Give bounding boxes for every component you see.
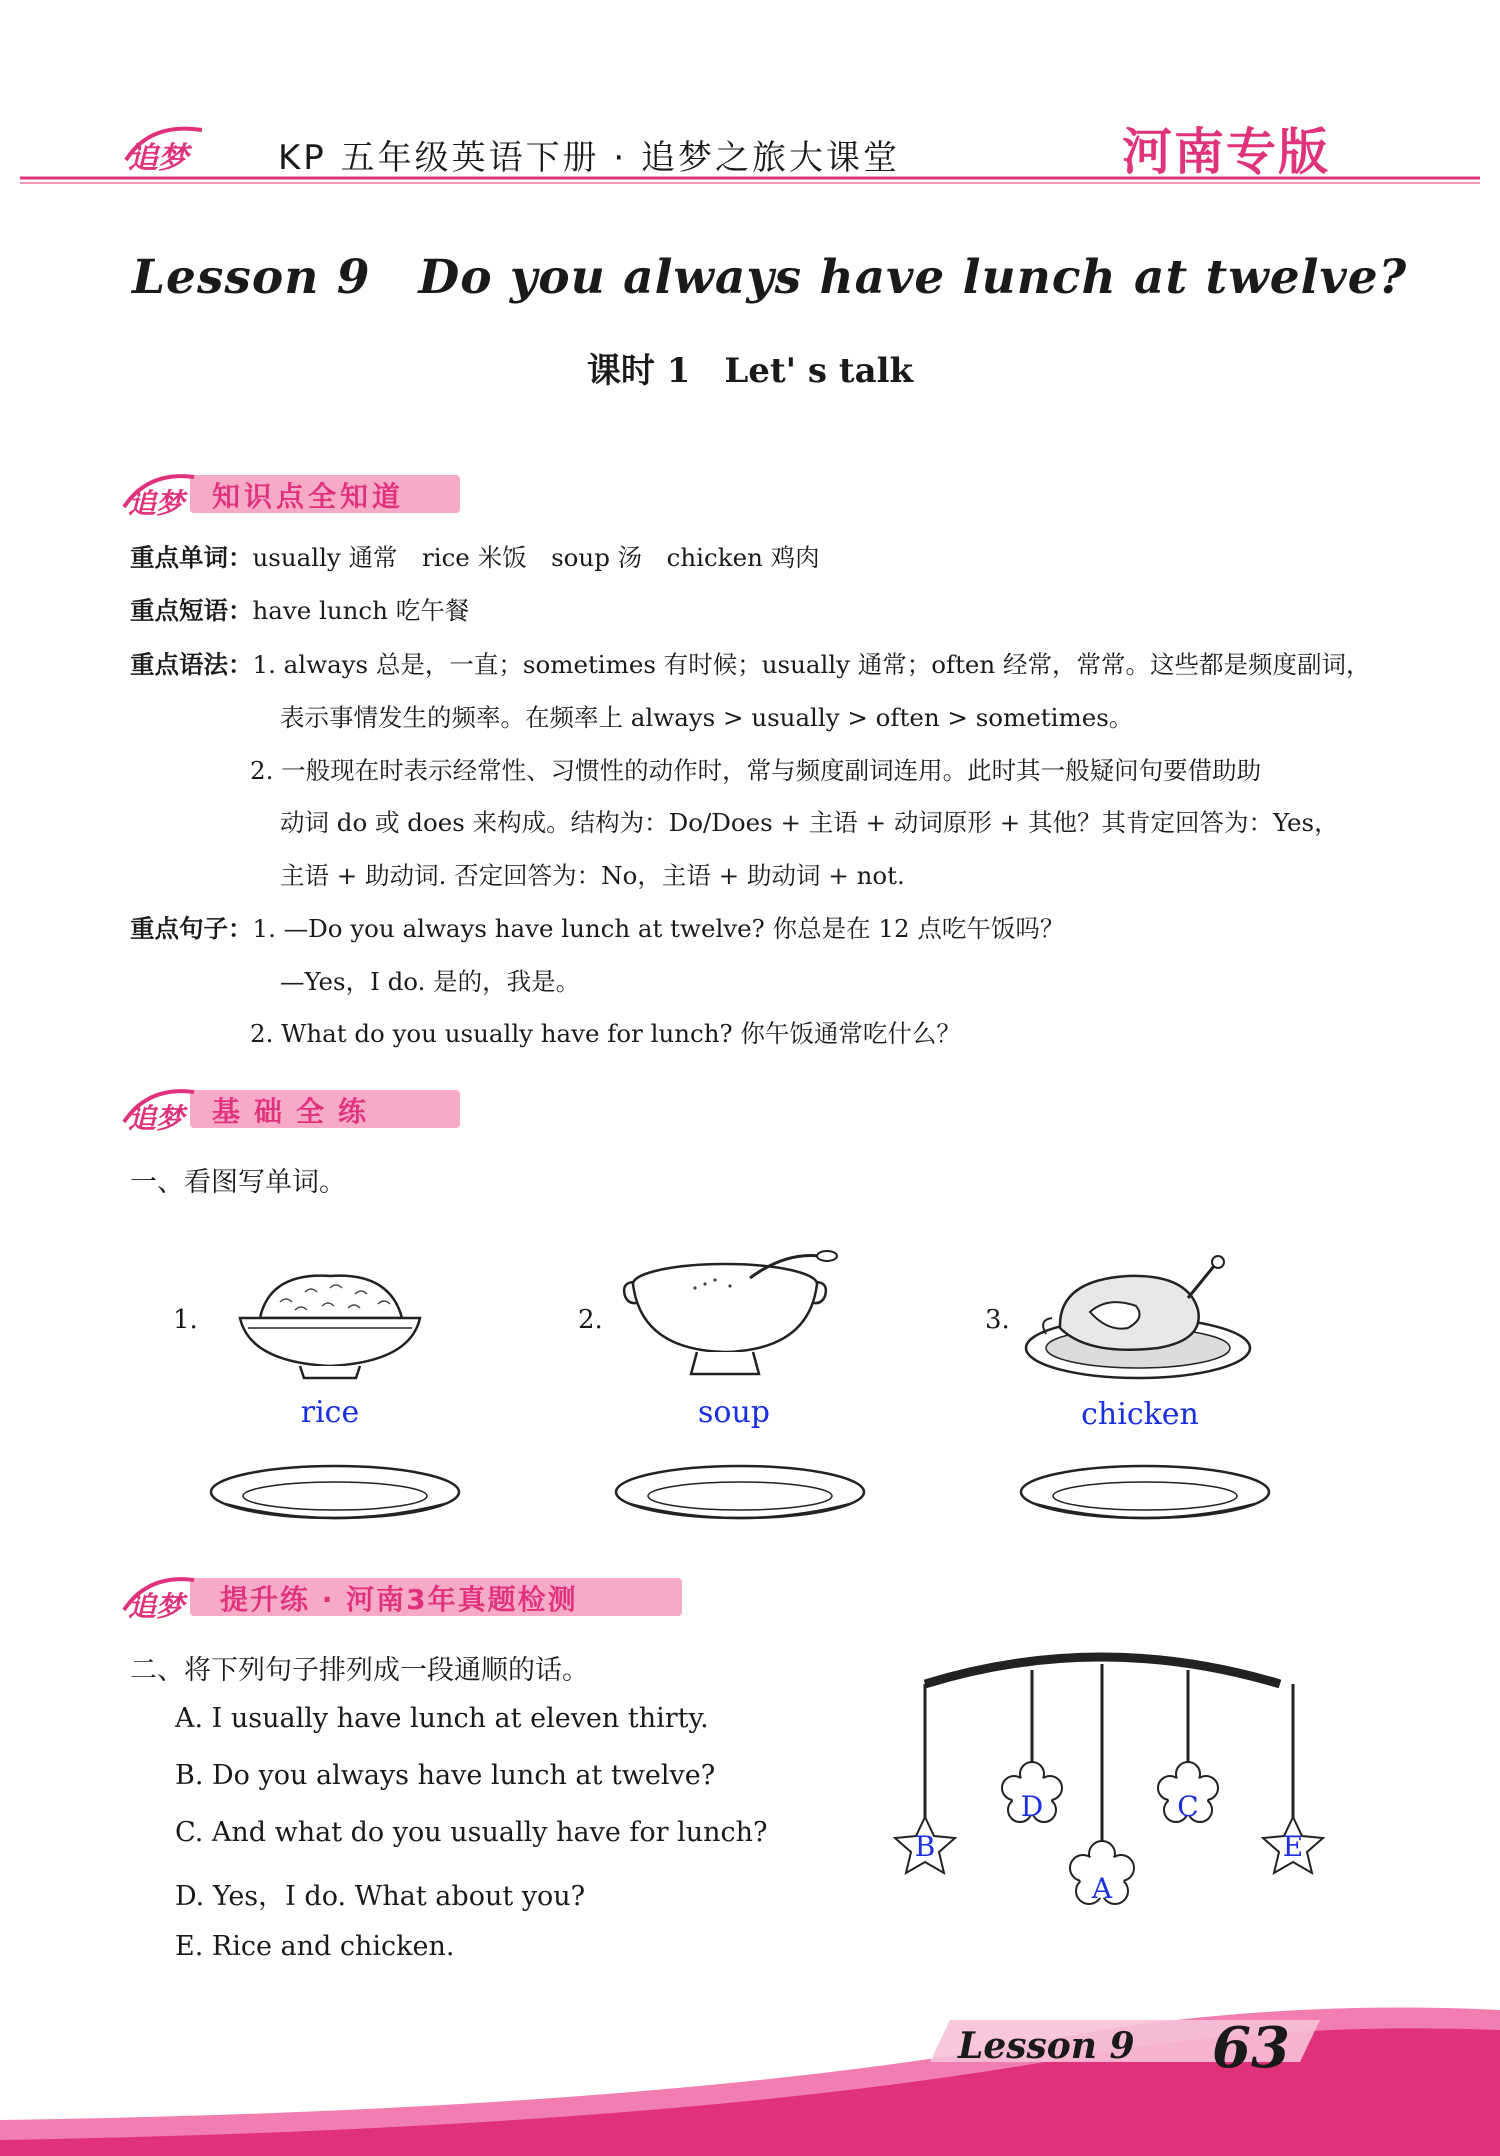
mobile-letter-a: A (1091, 1872, 1113, 1905)
answer-text: rice (300, 1395, 360, 1430)
grammar-line: 2. 一般现在时表示经常性、习惯性的动作时，常与频度副词连用。此时其一般疑问句要借助助 (250, 756, 1262, 785)
option-c: C. And what do you usually have for lunch? (175, 1817, 768, 1848)
header-title: KP 五年级英语下册 · 追梦之旅大课堂 (278, 138, 901, 178)
key-grammar (130, 650, 1370, 680)
section-title: 提升练 · 河南3年真题检测 (220, 1583, 578, 1616)
section-banner-basic (120, 1082, 470, 1134)
footer-lesson: Lesson 9 (958, 2025, 1135, 2067)
mobile-letter-e: E (1282, 1830, 1304, 1863)
soup-bowl-icon (615, 1248, 845, 1383)
section-banner-advanced (120, 1570, 690, 1622)
grammar-line: 表示事情发生的频率。在频率上 always > usually > often > sometimes。 (280, 703, 1134, 732)
option-d: D. Yes，I do. What about you? (175, 1881, 586, 1912)
key-phrases (130, 596, 469, 626)
item-number: 1. (173, 1305, 198, 1335)
option-b: B. Do you always have lunch at twelve? (175, 1760, 716, 1791)
answer-text: chicken (1081, 1397, 1199, 1432)
svg-text:追梦: 追梦 (128, 1590, 185, 1622)
exercise1-heading: 一、看图写单词。 (130, 1167, 346, 1198)
mobile-letter-d: D (1020, 1790, 1044, 1823)
key-words-label: 重点单词： (130, 543, 253, 572)
mobile-letter-c: C (1177, 1790, 1199, 1823)
logo-text: 追梦 (128, 141, 188, 176)
sentence-line: 2. What do you usually have for lunch? 你午饭通常吃什么？ (250, 1019, 961, 1048)
key-words (130, 543, 820, 573)
grammar-line: 1. always 总是，一直；sometimes 有时候；usually 通常；often 经常，常常。这些都是频度副词， (252, 650, 1371, 679)
header-edition: 河南专版 (1122, 123, 1330, 181)
plate-icon[interactable] (205, 1462, 465, 1532)
exercise2-heading: 二、将下列句子排列成一段通顺的话。 (130, 1655, 589, 1686)
key-words-text: usually 通常 rice 米饭 soup 汤 chicken 鸡肉 (252, 543, 820, 572)
key-grammar-label: 重点语法： (130, 650, 253, 679)
svg-text:追梦: 追梦 (128, 1102, 185, 1134)
page-number: 63 (1212, 2015, 1290, 2081)
item-number: 3. (985, 1305, 1010, 1335)
zhuimeng-logo (120, 120, 210, 182)
grammar-line: 主语 + 助动词. 否定回答为：No，主语 + 助动词 + not. (280, 861, 905, 890)
key-sentences-label: 重点句子： (130, 914, 253, 943)
key-phrases-label: 重点短语： (130, 596, 253, 625)
key-phrases-text: have lunch 吃午餐 (252, 596, 470, 625)
mobile-letter-b: B (914, 1830, 936, 1863)
svg-text:追梦: 追梦 (128, 487, 185, 519)
section-title: 知识点全知道 (212, 480, 405, 513)
lesson-title: Lesson 9 Do you always have lunch at twelve? (132, 250, 1408, 305)
header-divider (20, 175, 1480, 185)
option-e: E. Rice and chicken. (175, 1931, 455, 1962)
plate-icon[interactable] (1015, 1462, 1275, 1532)
key-sentences (130, 914, 1064, 944)
section-title: 基础全练 (212, 1095, 381, 1128)
rice-bowl-icon (230, 1262, 430, 1382)
plate-icon[interactable] (610, 1462, 870, 1532)
item-number: 2. (578, 1305, 603, 1335)
option-a: A. I usually have lunch at eleven thirty. (175, 1703, 709, 1734)
sentence-line: 1. —Do you always have lunch at twelve? 你总是在 12 点吃午饭吗？ (252, 914, 1065, 943)
lesson-subtitle: 课时 1 Let' s talk (586, 351, 914, 391)
answer-text: soup (698, 1395, 770, 1430)
roast-chicken-icon (1018, 1248, 1258, 1388)
section-banner-knowledge (120, 467, 470, 519)
grammar-line: 动词 do 或 does 来构成。结构为：Do/Does + 主语 + 动词原形 + 其他？其肯定回答为：Yes， (280, 808, 1339, 837)
sentence-line: —Yes，I do. 是的，我是。 (280, 967, 581, 996)
